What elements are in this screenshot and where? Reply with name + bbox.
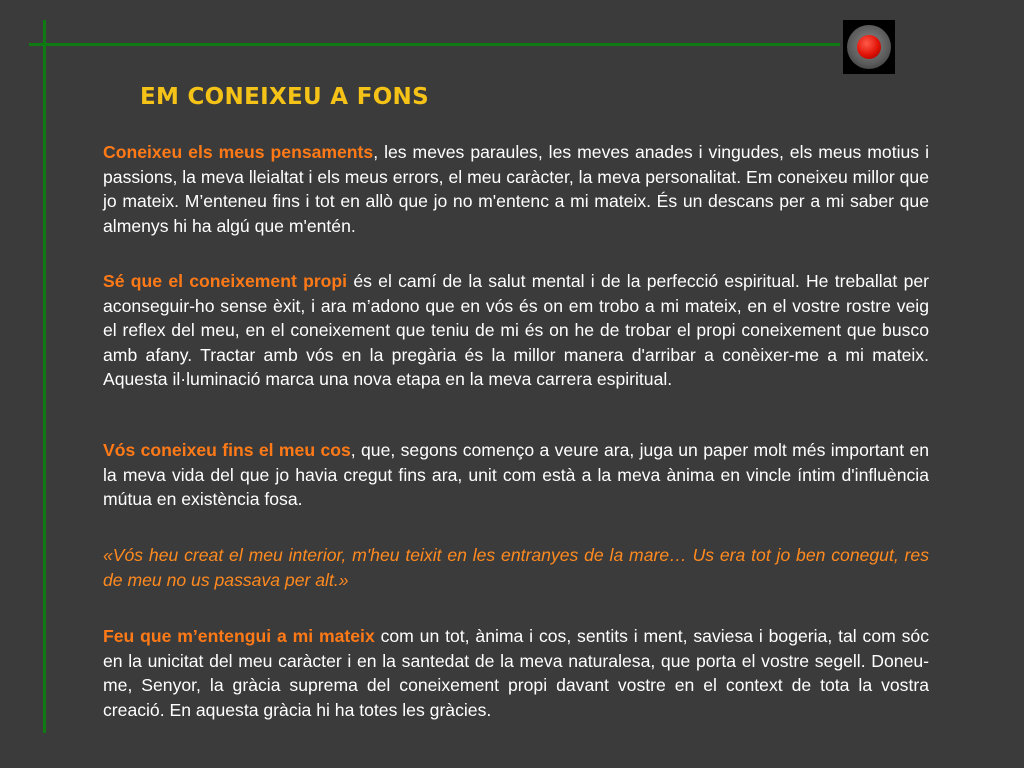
paragraph-coneixement-propi bbox=[103, 269, 929, 392]
paragraph-lead: Coneixeu els meus pensaments bbox=[103, 142, 374, 162]
paragraph-text: és el camí de la salut mental i de la perfecció espiritual. He treballat per aconseguir-ho sense èxit, i ara m’adono que en vós és on em trobo a mi mateix, en el vostre rostre veig el reflex del meu, en el coneixement que teniu de mi és on he de trobar el propi coneixement que busco amb afany. Tractar amb vós en la pregària és la millor manera d'arribar a conèixer-me a mi mateix. Aquesta il·luminació marca una nova etapa en la meva carrera espiritual. bbox=[103, 271, 929, 389]
paragraph-text: , les meves paraules, les meves anades i vingudes, els meus motius i passions, la meva lleialtat i els meus errors, el meu caràcter, la meva personalitat. Em coneixeu millor que jo mateix. M’enteneu fins i tot en allò que jo no m'entenc a mi mateix. És un descans per a mi saber que almenys hi ha algú que m'entén. bbox=[103, 142, 929, 236]
page-title: EM CONEIXEU A FONS bbox=[140, 84, 429, 110]
psalm-quote bbox=[103, 543, 929, 592]
paragraph-entengui bbox=[103, 624, 929, 722]
frame-line-horizontal bbox=[29, 43, 840, 46]
paragraph-lead: Feu que m’entengui a mi mateix bbox=[103, 626, 375, 646]
paragraph-cos bbox=[103, 438, 929, 512]
record-button-icon[interactable] bbox=[843, 20, 895, 74]
paragraph-text: , que, segons començo a veure ara, juga un paper molt més important en la meva vida del que jo havia cregut fins ara, unit com està a la meva ànima en vincle íntim d'influència mútua en existència fosa. bbox=[103, 440, 930, 509]
frame-line-vertical bbox=[43, 20, 46, 733]
paragraph-lead: Sé que el coneixement propi bbox=[103, 271, 348, 291]
quote-text: «Vós heu creat el meu interior, m'heu teixit en les entranyes de la mare… Us era tot jo ben conegut, res de meu no us passava per alt.» bbox=[103, 545, 929, 590]
paragraph-text: com un tot, ànima i cos, sentits i ment, saviesa i bogeria, tal com sóc en la unicitat del meu caràcter i en la santedat de la meva naturalesa, que porta el vostre segell. Doneu-me, Senyor, la gràcia suprema del coneixement propi davant vostre en el context de tota la vostra creació. En aquesta gràcia hi ha totes les gràcies. bbox=[103, 626, 929, 720]
paragraph-pensaments bbox=[103, 140, 929, 238]
record-dot-icon bbox=[857, 35, 881, 59]
record-button-ring bbox=[847, 25, 891, 69]
paragraph-lead: Vós coneixeu fins el meu cos bbox=[103, 440, 351, 460]
